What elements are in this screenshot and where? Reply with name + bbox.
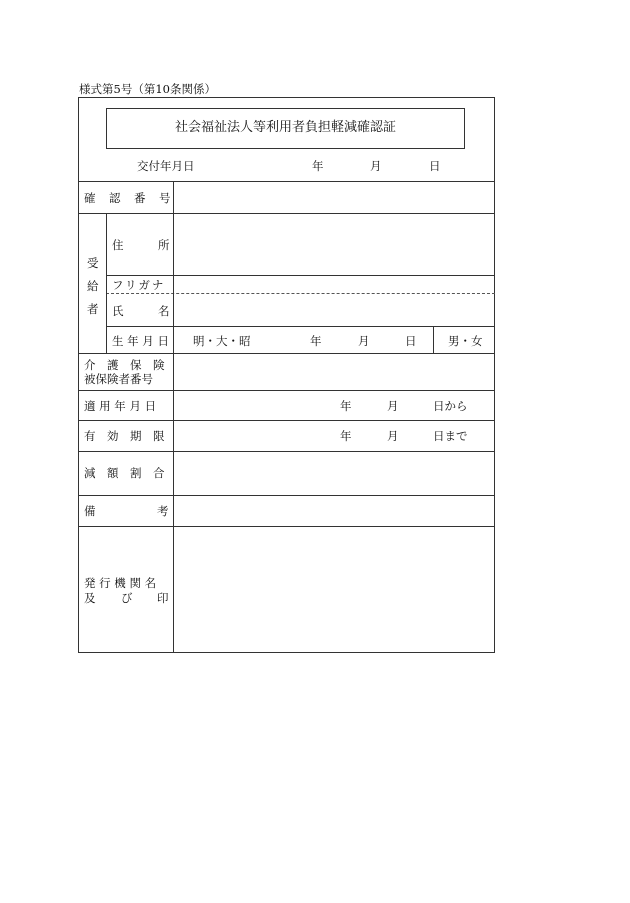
reduction-rate-label: 減 額 割 合 <box>84 466 165 480</box>
address-label-char: 住 <box>112 238 124 252</box>
valid-until-month: 月 <box>387 429 399 443</box>
issuer-label-char: 印 <box>157 591 169 605</box>
issue-date-day: 日 <box>429 159 441 173</box>
start-date-day: 日から <box>433 399 468 413</box>
issuer-seal-field[interactable] <box>174 527 494 652</box>
remarks-field[interactable] <box>174 496 494 526</box>
issuer-label-line1: 発 行 機 関 名 <box>84 576 157 590</box>
valid-until-day: 日まで <box>433 429 468 443</box>
recipient-label-char: 給 <box>87 279 99 293</box>
recipient-label-divider <box>106 213 107 353</box>
remarks-label-char: 考 <box>157 504 169 518</box>
form-number: 様式第5号（第10条関係） <box>79 82 216 96</box>
birthdate-day: 日 <box>405 334 417 348</box>
sex-selector[interactable]: 男・女 <box>448 334 483 348</box>
valid-until-label: 有 効 期 限 <box>84 429 165 443</box>
confirmation-number-field[interactable] <box>174 182 494 213</box>
valid-until-year: 年 <box>340 429 352 443</box>
row-divider <box>106 326 495 327</box>
address-label-char: 所 <box>158 238 170 252</box>
form-title: 社会福祉法人等利用者負担軽減確認証 <box>174 120 396 135</box>
address-field[interactable] <box>174 214 494 275</box>
insurance-label-line1: 介 護 保 険 <box>84 358 165 372</box>
start-date-month: 月 <box>387 399 399 413</box>
issuer-label-char: 及 <box>84 591 96 605</box>
row-divider <box>78 390 495 391</box>
issue-date-month: 月 <box>370 159 382 173</box>
name-field[interactable] <box>174 294 494 326</box>
remarks-label-char: 備 <box>84 504 96 518</box>
furigana-label: フリガナ <box>112 278 166 292</box>
birthdate-year: 年 <box>310 334 322 348</box>
recipient-label-char: 受 <box>87 256 99 270</box>
issuer-label-char: び <box>121 591 133 605</box>
recipient-label-char: 者 <box>87 302 99 316</box>
reduction-rate-field[interactable] <box>174 452 494 495</box>
issue-date-year: 年 <box>312 159 324 173</box>
row-divider <box>78 420 495 421</box>
confirmation-number-label: 確 認 番 号 <box>84 191 172 205</box>
name-label-char: 氏 <box>112 304 124 318</box>
name-label-char: 名 <box>158 304 170 318</box>
birthdate-month: 月 <box>358 334 370 348</box>
sex-column-divider <box>433 326 434 353</box>
birthdate-label: 生 年 月 日 <box>112 334 169 348</box>
insurance-label-line2: 被保険者番号 <box>84 372 153 386</box>
start-date-label: 適 用 年 月 日 <box>84 399 157 413</box>
furigana-field[interactable] <box>174 276 494 293</box>
start-date-year: 年 <box>340 399 352 413</box>
insurance-number-field[interactable] <box>174 354 494 390</box>
birthdate-era: 明・大・昭 <box>193 334 251 348</box>
issue-date-label: 交付年月日 <box>137 159 195 173</box>
